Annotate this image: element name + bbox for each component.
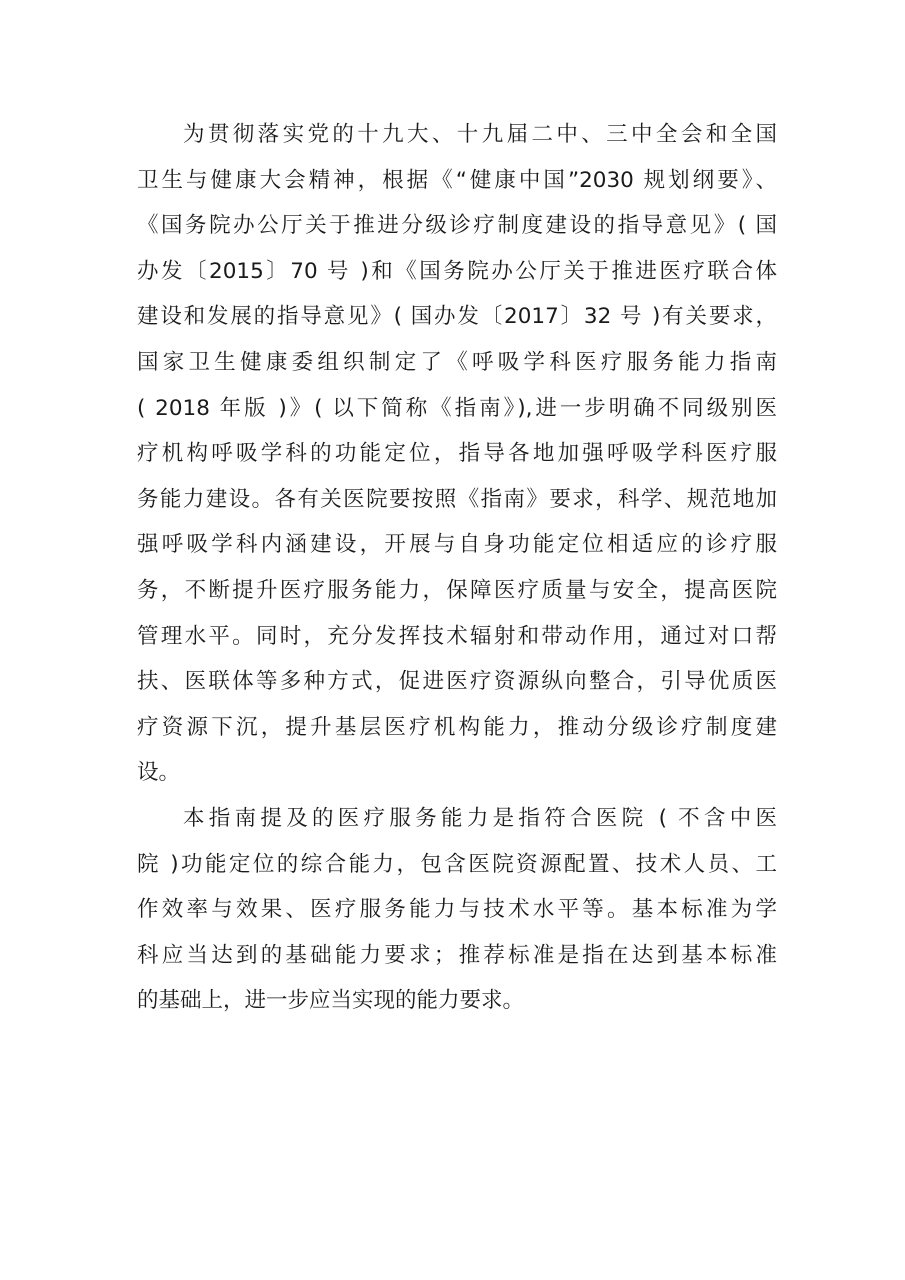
paragraph-line: 为贯彻落实党的十九大、十九届二中、三中全会和全国 xyxy=(183,122,777,147)
paragraph-line: 务能力建设。各有关医院要按照《指南》要求，科学、规范地加 xyxy=(137,486,777,512)
paragraph-line: 扶、医联体等多种方式，促进医疗资源纵向整合，引导优质医 xyxy=(137,669,777,695)
paragraph-line: 强呼吸学科内涵建设，开展与自身功能定位相适应的诊疗服 xyxy=(137,532,777,558)
paragraph-line: 作效率与效果、医疗服务能力与技术水平等。基本标准为学 xyxy=(137,897,777,923)
body-text xyxy=(137,112,777,1024)
paragraph-line: 《国务院办公厅关于推进分级诊疗制度建设的指导意见》( 国 xyxy=(137,213,777,239)
paragraph-line: 办发〔2015〕70 号 )和《国务院办公厅关于推进医疗联合体 xyxy=(137,258,777,284)
paragraph-line: 务，不断提升医疗服务能力，保障医疗质量与安全，提高医院 xyxy=(137,577,777,603)
paragraph-line: 的基础上，进一步应当实现的能力要求。 xyxy=(137,988,525,1014)
paragraph-line: 疗资源下沉，提升基层医疗机构能力，推动分级诊疗制度建 xyxy=(137,714,777,740)
paragraph-line: 管理水平。同时，充分发挥技术辐射和带动作用，通过对口帮 xyxy=(137,623,777,649)
paragraph-2 xyxy=(137,796,777,1024)
paragraph-line: 设。 xyxy=(137,760,181,786)
paragraph-line: 卫生与健康大会精神，根据《“健康中国”2030 规划纲要》、 xyxy=(137,167,777,193)
paragraph-line: 疗机构呼吸学科的功能定位，指导各地加强呼吸学科医疗服 xyxy=(137,441,777,467)
paragraph-1 xyxy=(137,112,777,796)
paragraph-line: ( 2018 年版 )》( 以下简称《指南》),进一步明确不同级别医 xyxy=(137,395,777,421)
paragraph-line: 院 )功能定位的综合能力，包含医院资源配置、技术人员、工 xyxy=(137,851,777,877)
paragraph-line: 本指南提及的医疗服务能力是指符合医院 ( 不含中医 xyxy=(183,805,777,831)
paragraph-line: 国家卫生健康委组织制定了《呼吸学科医疗服务能力指南 xyxy=(137,349,777,375)
paragraph-line: 建设和发展的指导意见》( 国办发〔2017〕32 号 )有关要求， xyxy=(137,304,777,330)
paragraph-line: 科应当达到的基础能力要求；推荐标准是指在达到基本标准 xyxy=(137,942,777,968)
